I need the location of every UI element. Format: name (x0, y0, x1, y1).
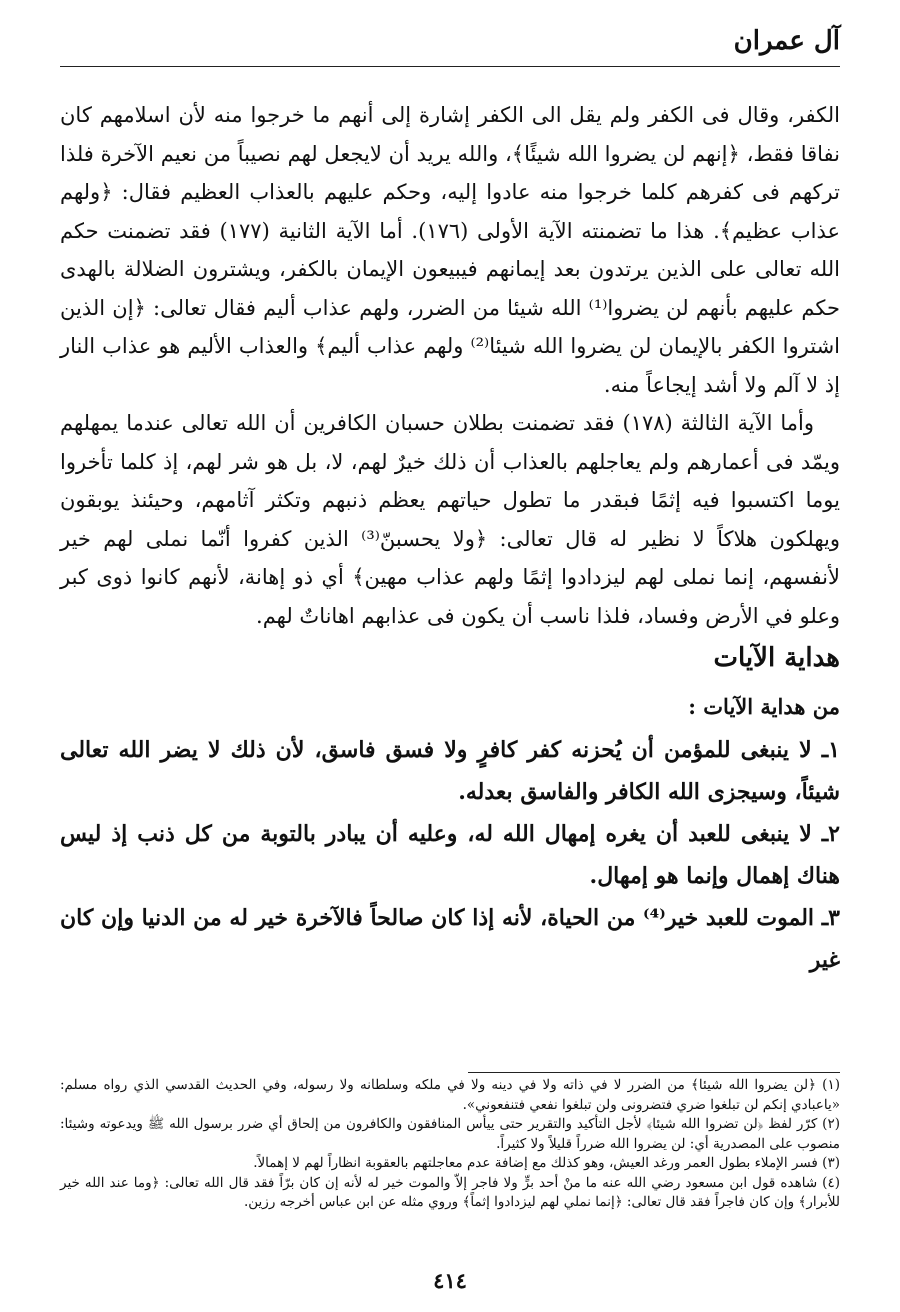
header-rule (60, 66, 840, 67)
guidance-item-3: ٣ـ الموت للعبد خير⁽⁴⁾ من الحياة، لأنه إذا كان صالحاً فالآخرة خير له من الدنيا وإن كان غير (60, 905, 840, 973)
section-subheading: من هداية الآيات : (688, 694, 840, 719)
footnote-1: (١) ﴿لن يضروا الله شيئا﴾ من الضرر لا في ذاته ولا في دينه ولا في ملكه وسلطانه ولا رسوله، وفي الحديث القدسي الذي رواه مسلم: «ياعبادي إنكم لن تبلغوا ضري فتضرونى ولن تبلغوا نفعي فتنفعوني». (60, 1077, 840, 1113)
paragraph-1: الكفر، وقال فى الكفر ولم يقل الى الكفر إشارة إلى أنهم ما خرجوا منه لأن اسلامهم كان نفاقا فقط، ﴿إنهم لن يضروا الله شيئًا﴾، والله يريد أن لايجعل لهم نصيباً من نعيم الآخرة فلذا تركهم فى كفرهم كلما خرجوا منه عادوا إليه، وحكم عليهم بالعذاب العظيم فقال: ﴿ولهم عذاب عظيم﴾. هذا ما تضمنته الآية الأولى (١٧٦). أما الآية الثانية (١٧٧) فقد تضمنت حكم الله تعالى على الذين يرتدون بعد إيمانهم فيبيعون الإيمان بالكفر، ويشترون الضلالة بالهدى حكم عليهم بأنهم لن يضروا⁽¹⁾ الله شيئا من الضرر، ولهم عذاب أليم فقال تعالى: ﴿إن الذين اشتروا الكفر بالإيمان لن يضروا الله شيئا⁽²⁾ ولهم عذاب أليم﴾ والعذاب الأليم هو عذاب النار إذ لا آلم ولا أشد إيجاعاً منه. (60, 103, 840, 397)
footnote-rule (468, 1072, 840, 1073)
page-number: ٤١٤ (433, 1268, 467, 1293)
running-header: آل عمران (733, 26, 840, 56)
footnote-2: (٢) كرّر لفظ ﴿لن تضروا الله شيئا﴾ لأجل التأكيد والتقرير حتى ييأس المنافقون والكافرون من إلحاق أي ضرر برسول الله ﷺ ويدعوته وشيئا: منصوب على المصدرية أي: لن يضروا الله ضرراً قليلاً ولا كثيراً. (60, 1116, 840, 1152)
book-page (60, 0, 840, 1312)
footnotes (60, 1076, 840, 1213)
section-title: هداية الآيات (713, 643, 840, 673)
paragraph-2: وأما الآية الثالثة (١٧٨) فقد تضمنت بطلان حسبان الكافرين أن الله تعالى عندما يمهلهم ويمّد فى أعمارهم ولم يعاجلهم بالعذاب أن ذلك خيرٌ لهم، لا، بل هو شر لهم، إذ كلما تأخروا يوما اكتسبوا فيه إثمًا فبقدر ما تطول حياتهم يعظم ذنبهم وتكثر آثامهم، وحيئنذ يوبقون ويهلكون هلاكاً لا نظير له قال تعالى: ﴿ولا يحسبنّ⁽³⁾ الذين كفروا أنّما نملى لهم خير لأنفسهم، إنما نملى لهم ليزدادوا إثمًا ولهم عذاب مهين﴾ أي ذو إهانة، لأنهم كانوا ذوى كبر وعلو في الأرض وفساد، فلذا ناسب أن يكون فى عذابهم اهاناتٌ لهم. (60, 411, 840, 628)
guidance-item-1: ١ـ لا ينبغى للمؤمن أن يُحزنه كفر كافرٍ ولا فسق فاسق، لأن ذلك لا يضر الله تعالى شيئاً، وسيجزى الله الكافر والفاسق بعدله. (60, 737, 840, 805)
footnote-3: (٣) فسر الإملاء بطول العمر ورغد العيش، وهو كذلك مع إضافة عدم معاجلتهم بالعقوبة انظاراً لهم لا إهمالاً. (253, 1155, 840, 1171)
footnote-4: (٤) شاهده قول ابن مسعود رضي الله عنه ما منْ أحد برٍّ ولا فاجر إلاّ والموت خير له لأنه إن كان برّاً فقد قال الله تعالى: ﴿وما عند الله خير للأبرار﴾ وإن كان فاجراً فقد قال تعالى: ﴿إنما نملي لهم ليزدادوا إثماً﴾ وروي مثله عن ابن عباس أخرجه رزين. (60, 1174, 840, 1210)
guidance-item-2: ٢ـ لا ينبغى للعبد أن يغره إمهال الله له، وعليه أن يبادر بالتوبة من كل ذنب إذ ليس هناك إهمال وإنما هو إمهال. (60, 821, 840, 889)
main-text (60, 96, 840, 981)
